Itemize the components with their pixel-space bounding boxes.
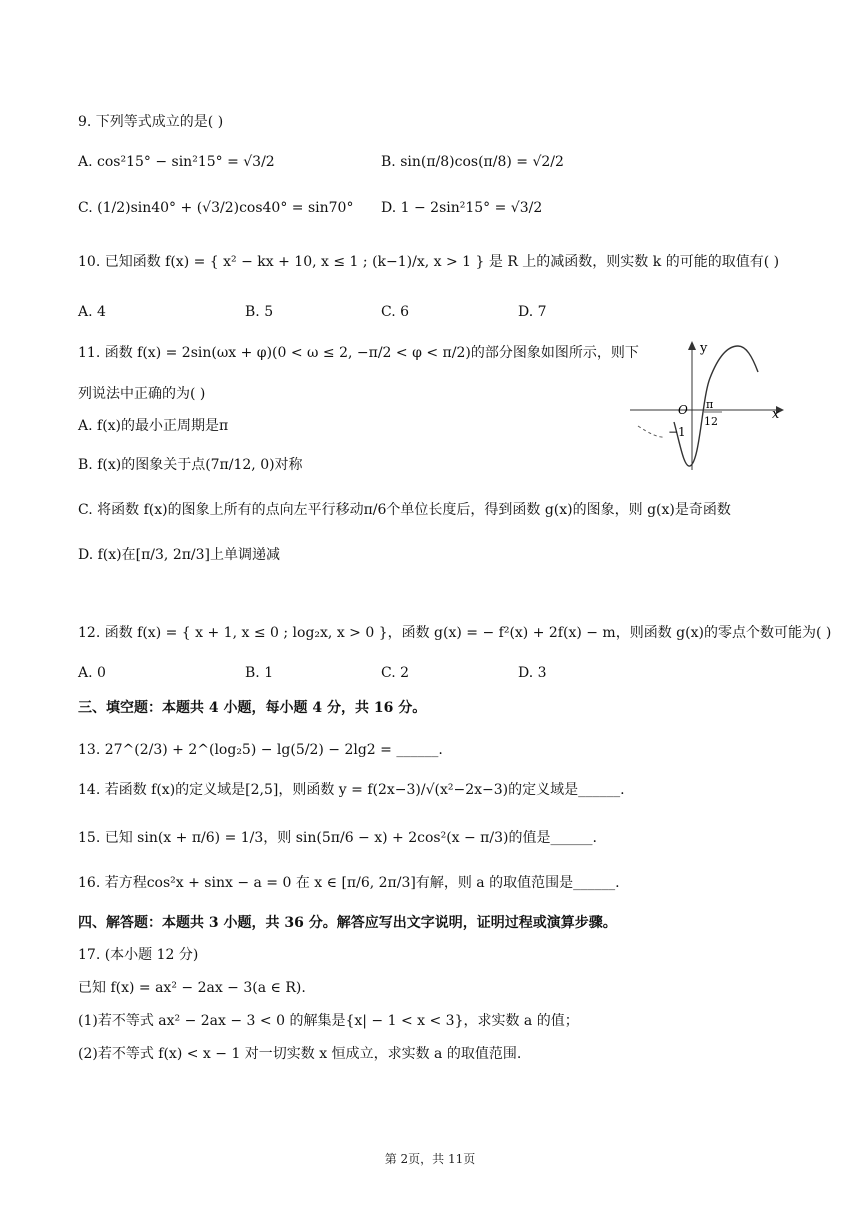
q9-option-b: B. sin(π/8)cos(π/8) = √2/2	[381, 154, 564, 170]
q17-part1: (1)若不等式 ax² − 2ax − 3 < 0 的解集是{x| − 1 < x < 3}，求实数 a 的值；	[78, 1013, 579, 1029]
y-axis-arrow-icon	[688, 341, 696, 350]
x-tick-denominator: 12	[704, 415, 718, 428]
q11-option-a: A. f(x)的最小正周期是π	[78, 418, 229, 434]
q17-title: 17. (本小题 12 分)	[78, 947, 199, 963]
section-3-heading: 三、填空题：本题共 4 小题，每小题 4 分，共 16 分。	[78, 700, 427, 716]
q11-option-b: B. f(x)的图象关于点(7π/12, 0)对称	[78, 457, 303, 473]
q10-stem: 10. 已知函数 f(x) = { x² − kx + 10, x ≤ 1 ; (k−1)/x, x > 1 } 是 R 上的减函数，则实数 k 的可能的取值有( )	[78, 254, 780, 270]
q17-part2: (2)若不等式 f(x) < x − 1 对一切实数 x 恒成立，求实数 a 的取值范围.	[78, 1046, 522, 1062]
q11-stem-line1: 11. 函数 f(x) = 2sin(ωx + φ)(0 < ω ≤ 2, −π/2 < φ < π/2)的部分图象如图所示，则下	[78, 345, 639, 361]
y-tick-label: −1	[668, 425, 686, 439]
q10-option-c: C. 6	[381, 304, 410, 320]
y-axis-label: y	[700, 341, 708, 356]
x-axis-label: x	[772, 407, 780, 422]
q14: 14. 若函数 f(x)的定义域是[2,5]，则函数 y = f(2x−3)/√(x²−2x−3)的定义域是______.	[78, 782, 625, 798]
q12-option-c: C. 2	[381, 665, 410, 681]
dashed-guide	[638, 426, 664, 437]
q11-function-graph	[628, 338, 788, 478]
page-footer: 第 2页，共 11页	[384, 1152, 476, 1166]
q9-option-c: C. (1/2)sin40° + (√3/2)cos40° = sin70°	[78, 200, 354, 216]
section-4-heading: 四、解答题：本题共 3 小题，共 36 分。解答应写出文字说明，证明过程或演算步骤。	[78, 915, 617, 931]
q11-option-d: D. f(x)在[π/3, 2π/3]上单调递减	[78, 547, 281, 563]
q13: 13. 27^(2/3) + 2^(log₂5) − lg(5/2) − 2lg2 = ______.	[78, 742, 443, 758]
origin-label: O	[678, 403, 688, 417]
q15: 15. 已知 sin(x + π/6) = 1/3，则 sin(5π/6 − x) + 2cos²(x − π/3)的值是______.	[78, 830, 597, 846]
q12-option-a: A. 0	[78, 665, 106, 681]
q11-stem-line2: 列说法中正确的为( )	[78, 386, 206, 402]
q9-option-a: A. cos²15° − sin²15° = √3/2	[78, 154, 275, 170]
q9-stem: 9. 下列等式成立的是( )	[78, 114, 224, 130]
q10-option-d: D. 7	[518, 304, 547, 320]
q9-option-d: D. 1 − 2sin²15° = √3/2	[381, 200, 543, 216]
x-tick-numerator: π	[706, 398, 714, 411]
q10-option-b: B. 5	[245, 304, 274, 320]
q12-stem: 12. 函数 f(x) = { x + 1, x ≤ 0 ; log₂x, x > 0 }，函数 g(x) = − f²(x) + 2f(x) − m，则函数 g(x)的零点个数可能为( )	[78, 625, 832, 641]
q12-option-d: D. 3	[518, 665, 547, 681]
q11-option-c: C. 将函数 f(x)的图象上所有的点向左平行移动π/6个单位长度后，得到函数 g(x)的图象，则 g(x)是奇函数	[78, 502, 731, 518]
q16: 16. 若方程cos²x + sinx − a = 0 在 x ∈ [π/6, 2π/3]有解，则 a 的取值范围是______.	[78, 875, 620, 891]
q10-option-a: A. 4	[78, 304, 106, 320]
q12-option-b: B. 1	[245, 665, 274, 681]
q17-given: 已知 f(x) = ax² − 2ax − 3(a ∈ R).	[78, 980, 306, 996]
